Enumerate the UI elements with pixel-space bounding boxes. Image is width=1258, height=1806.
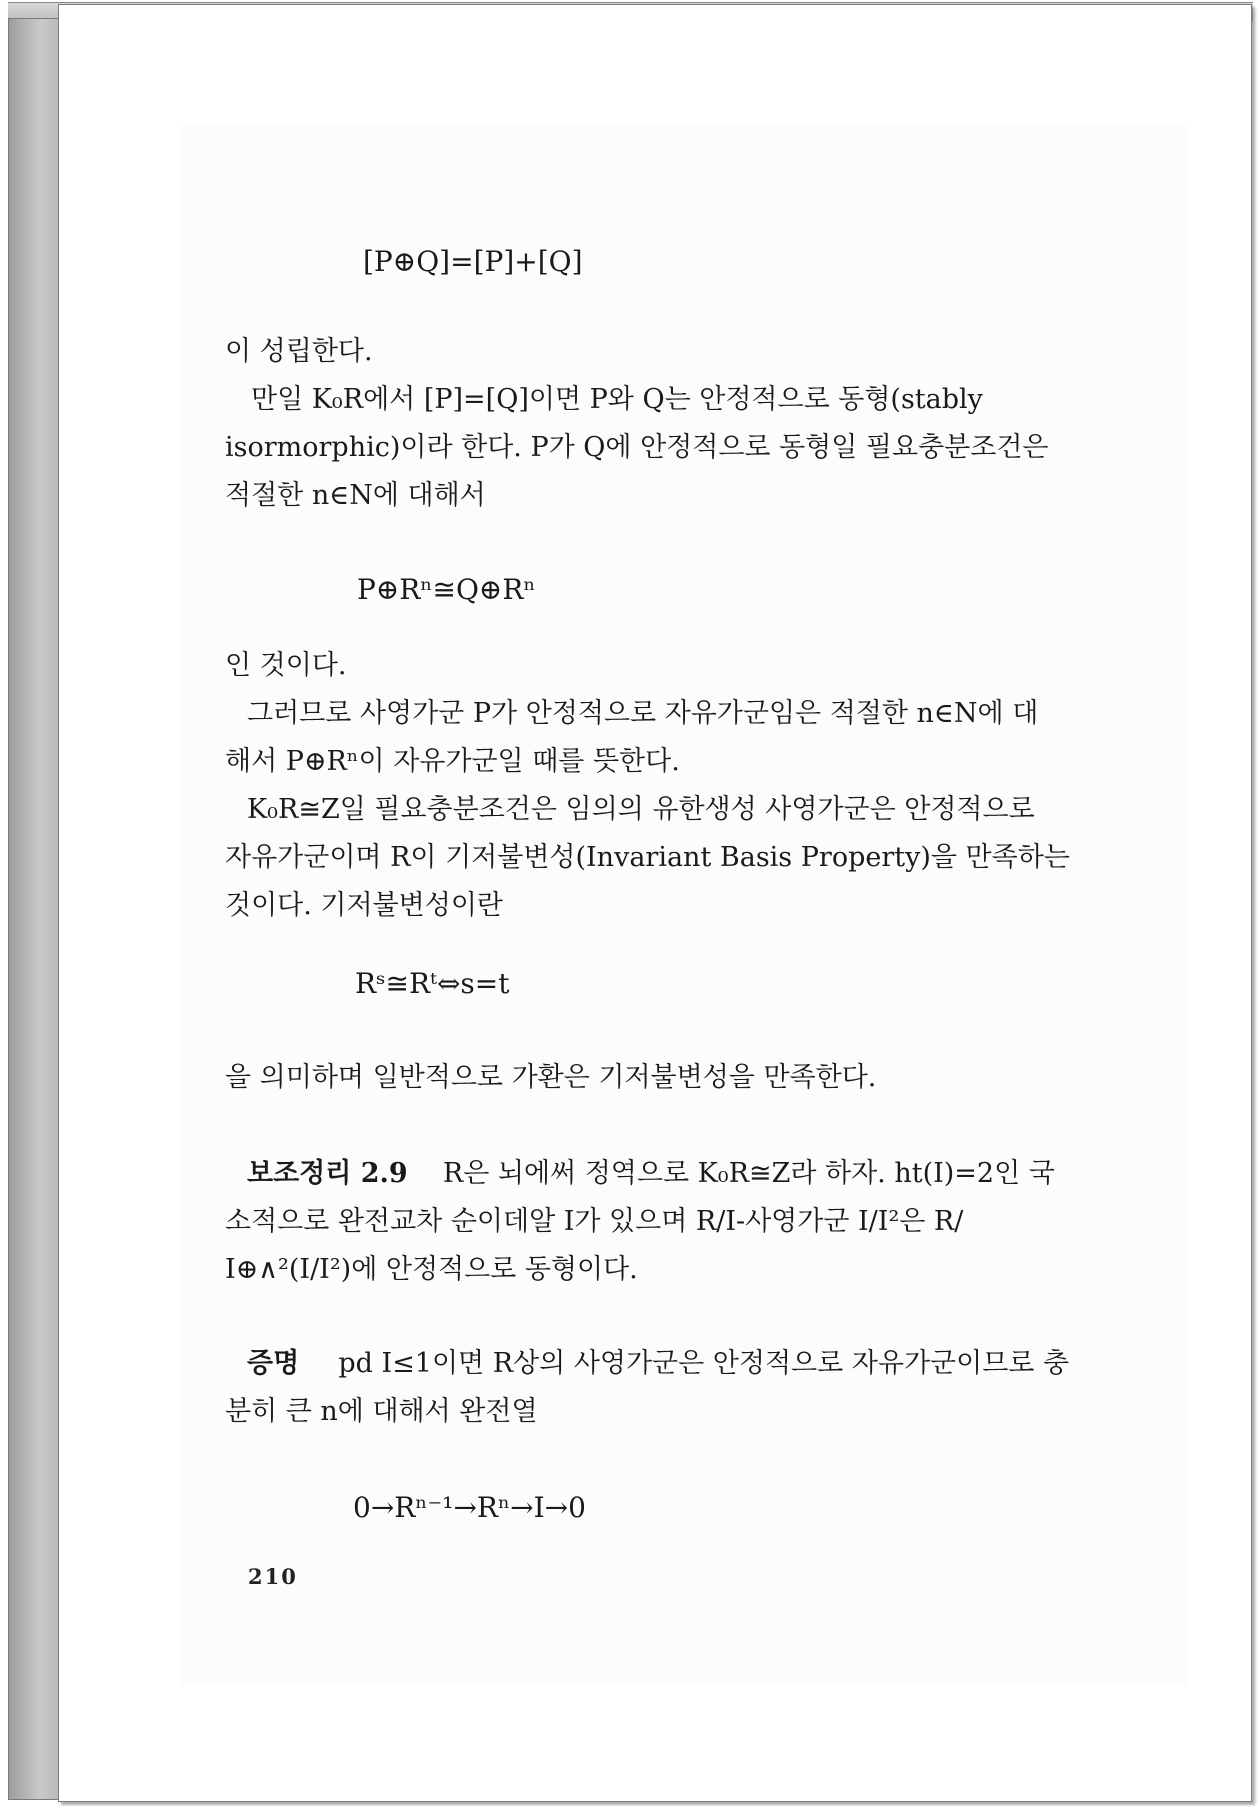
paragraph-2-line-3: 적절한 n∈N에 대해서: [225, 480, 486, 511]
paragraph-5-line-2: 자유가군이며 R이 기저불변성(Invariant Basis Property)을 만족하는: [225, 842, 1070, 873]
paragraph-4-line-2: 해서 P⊕Rⁿ이 자유가군일 때를 뜻한다.: [225, 746, 680, 777]
lemma-label: 보조정리 2.9: [247, 1158, 408, 1189]
equation-2: P⊕Rⁿ≅Q⊕Rⁿ: [357, 573, 536, 606]
paragraph-5-line-3: 것이다. 기저불변성이란: [225, 890, 503, 921]
paragraph-5-line-1: K₀R≅Z일 필요충분조건은 임의의 유한생성 사영가군은 안정적으로: [247, 794, 1035, 825]
proof-line-1-text: pd I≤1이면 R상의 사영가군은 안정적으로 자유가군이므로 충: [338, 1348, 1070, 1379]
book-spine: [8, 18, 62, 1800]
proof-line-1: [225, 1340, 1069, 1388]
proof-line-2: 분히 큰 n에 대해서 완전열: [225, 1396, 538, 1427]
lemma-line-3: I⊕∧²(I/I²)에 안정적으로 동형이다.: [225, 1254, 638, 1285]
lemma-line-1-text: R은 뇌에써 정역으로 K₀R≅Z라 하자. ht(I)=2인 국: [442, 1158, 1055, 1189]
page-number: 210: [248, 1564, 298, 1589]
paragraph-2-line-2: isormorphic)이라 한다. P가 Q에 안정적으로 동형일 필요충분조건은: [225, 432, 1049, 463]
paragraph-2-line-1: [225, 376, 1103, 424]
lemma-line-2: 소적으로 완전교차 순이데알 I가 있으며 R/I-사영가군 I/I²은 R/: [225, 1206, 964, 1237]
paragraph-2-line-1-text: 만일 K₀R에서 [P]=[Q]이면 P와 Q는 안정적으로 동형(stably: [251, 384, 983, 415]
proof-label: 증명: [247, 1348, 300, 1379]
lemma-line-1: [225, 1150, 1055, 1198]
equation-1: [P⊕Q]=[P]+[Q]: [363, 245, 583, 278]
paragraph-6-line-1: 을 의미하며 일반적으로 가환은 기저불변성을 만족한다.: [225, 1062, 877, 1093]
equation-3: Rˢ≅Rᵗ⇔s=t: [355, 967, 510, 1000]
paragraph-1-line-1: 이 성립한다.: [225, 336, 373, 367]
paragraph-4-line-1: 그러므로 사영가군 P가 안정적으로 자유가군임은 적절한 n∈N에 대: [247, 698, 1039, 729]
paragraph-3-line-1: 인 것이다.: [225, 650, 347, 681]
equation-4: 0→Rⁿ⁻¹→Rⁿ→I→0: [353, 1491, 586, 1524]
